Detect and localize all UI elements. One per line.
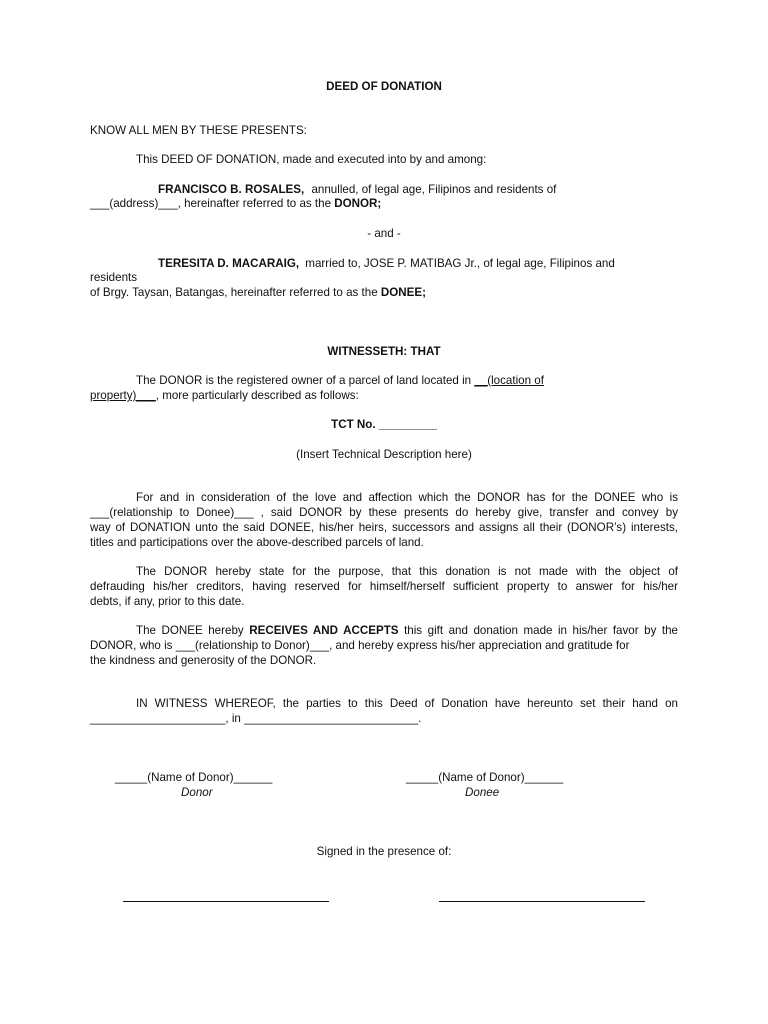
donor-name: FRANCISCO B. ROSALES,: [158, 183, 305, 196]
para1-line1: [136, 374, 544, 388]
para1-line2: [90, 389, 359, 403]
location-blank-2: property)___: [90, 389, 156, 402]
para5-line1: IN WITNESS WHEREOF, the parties to this Deed of Donation have hereunto set their hand on: [136, 697, 678, 710]
witness-2-signature-line: [439, 901, 645, 902]
relationship-to-donee-blank: ___(relationship to Donee)___: [90, 506, 254, 519]
donee-signature-role: Donee: [465, 786, 500, 799]
para1-text: The DONOR is the registered owner of a parcel of land located in: [136, 374, 475, 387]
para4-text-c: this gift and donation made in his/her favor by the: [398, 624, 679, 637]
para3-line2: defrauding his/her creditors, having reserved for himself/herself sufficient property to answer for his/her: [90, 580, 678, 593]
donor-party-line2: [90, 197, 381, 211]
tct-number: TCT No. _________: [331, 418, 437, 431]
donor-desc: annulled, of legal age, Filipinos and residents of: [311, 183, 557, 196]
document-title: DEED OF DONATION: [326, 80, 442, 93]
donee-signature-name: _____(Name of Donor)______: [406, 771, 564, 784]
donor-rest: , hereinafter referred to as the: [177, 197, 335, 210]
technical-description-placeholder: (Insert Technical Description here): [296, 448, 472, 461]
donee-party-line3: [90, 286, 426, 300]
para2-line3: way of DONATION unto the said DONEE, his/her heirs, successors and assigns all their (DONOR’s) interests,: [90, 521, 678, 534]
opening-line: This DEED OF DONATION, made and executed into by and among:: [136, 153, 487, 166]
intro-line: KNOW ALL MEN BY THESE PRESENTS:: [90, 124, 307, 137]
and-separator: - and -: [367, 227, 401, 240]
para4-line2-a: DONOR, who is: [90, 639, 176, 652]
para2-line1: For and in consideration of the love and affection which the DONOR has for the DONEE who is: [136, 491, 678, 504]
donee-desc: married to, JOSE P. MATIBAG Jr., of legal age, Filipinos and: [305, 257, 615, 270]
para4-line2: [90, 639, 629, 653]
donor-address-blank: ___(address)___: [90, 197, 178, 210]
witnesseth-heading: WITNESSETH: THAT: [327, 345, 441, 358]
para4-line2-b: , and hereby express his/her appreciation and gratitude for: [329, 639, 630, 652]
relationship-to-donor-blank: ___(relationship to Donor)___: [175, 639, 330, 652]
donee-party-line2: residents: [90, 271, 138, 284]
donor-signature-role: Donor: [181, 786, 213, 799]
para3-line3: debts, if any, prior to this date.: [90, 595, 245, 608]
donee-name: TERESITA D. MACARAIG,: [158, 257, 300, 270]
para4-text-a: The DONEE hereby: [136, 624, 250, 637]
para1-rest: , more particularly described as follows:: [155, 389, 359, 402]
location-blank-1: __(location of: [474, 374, 544, 387]
receives-accepts: RECEIVES AND ACCEPTS: [249, 624, 399, 637]
donee-role: DONEE;: [380, 286, 426, 299]
donor-signature-name: _____(Name of Donor)______: [115, 771, 273, 784]
donee-line3: of Brgy. Taysan, Batangas, hereinafter referred to as the: [90, 286, 381, 299]
para2-line4: titles and participations over the above-described parcels of land.: [90, 536, 424, 549]
signed-in-presence: Signed in the presence of:: [316, 845, 452, 858]
donor-role: DONOR;: [334, 197, 382, 210]
para3-line1: The DONOR hereby state for the purpose, that this donation is not made with the object of: [136, 565, 678, 578]
donee-party-line1: [158, 257, 615, 271]
para4-line1: [90, 624, 678, 638]
para2-line2-rest: , said DONOR by these presents do hereby give, transfer and convey by: [260, 506, 678, 519]
para2-line2: [90, 506, 678, 520]
witness-1-signature-line: [123, 901, 329, 902]
para5-line2: _____________________, in ___________________________.: [90, 712, 422, 725]
donor-party-line1: [158, 183, 556, 197]
para4-line3: the kindness and generosity of the DONOR.: [90, 654, 317, 667]
